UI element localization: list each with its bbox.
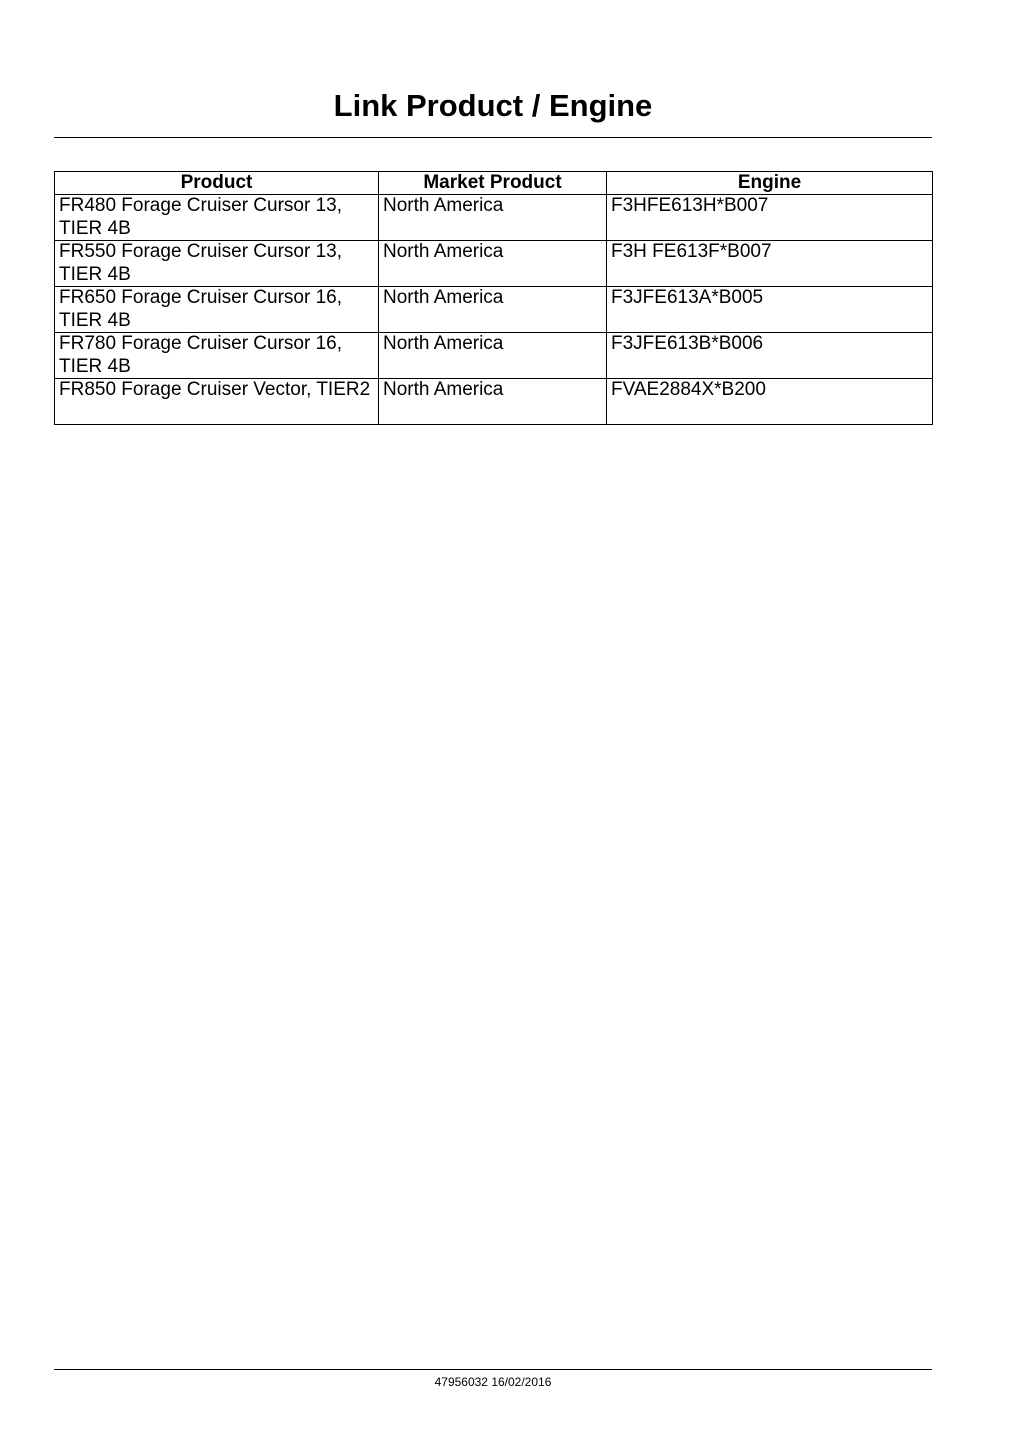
table-row	[55, 379, 933, 425]
header-product: Product	[55, 172, 379, 195]
cell-market-product: North America	[379, 333, 607, 379]
table-row	[55, 333, 933, 379]
table-row	[55, 287, 933, 333]
table-row	[55, 195, 933, 241]
footer-divider	[54, 1369, 932, 1370]
cell-market-product: North America	[379, 241, 607, 287]
cell-engine: F3H FE613F*B007	[607, 241, 933, 287]
cell-engine: F3HFE613H*B007	[607, 195, 933, 241]
title-divider	[54, 137, 932, 138]
link-product-engine-table	[54, 171, 933, 425]
table-row	[55, 241, 933, 287]
cell-product: FR850 Forage Cruiser Vector, TIER2	[55, 379, 379, 425]
cell-product: FR550 Forage Cruiser Cursor 13, TIER 4B	[55, 241, 379, 287]
cell-market-product: North America	[379, 379, 607, 425]
cell-product: FR650 Forage Cruiser Cursor 16, TIER 4B	[55, 287, 379, 333]
table-header-row	[55, 172, 933, 195]
page-title: Link Product / Engine	[333, 88, 653, 123]
cell-engine: FVAE2884X*B200	[607, 379, 933, 425]
cell-engine: F3JFE613A*B005	[607, 287, 933, 333]
cell-market-product: North America	[379, 195, 607, 241]
cell-market-product: North America	[379, 287, 607, 333]
cell-product: FR780 Forage Cruiser Cursor 16, TIER 4B	[55, 333, 379, 379]
header-engine: Engine	[607, 172, 933, 195]
header-market-product: Market Product	[379, 172, 607, 195]
cell-product: FR480 Forage Cruiser Cursor 13, TIER 4B	[55, 195, 379, 241]
cell-engine: F3JFE613B*B006	[607, 333, 933, 379]
footer-document-id: 47956032 16/02/2016	[434, 1375, 552, 1389]
